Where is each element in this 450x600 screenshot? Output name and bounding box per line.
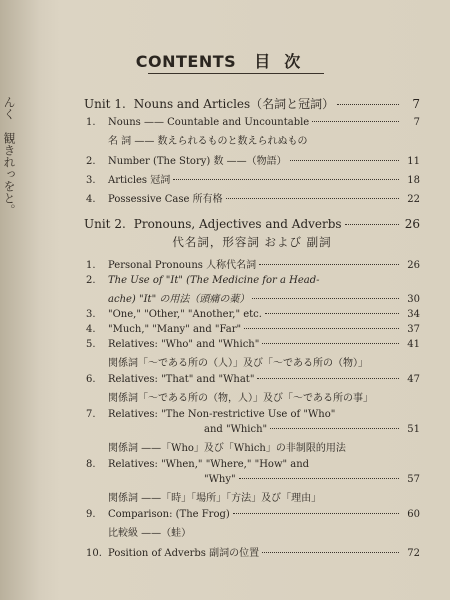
leader-dots [270, 428, 399, 429]
toc-entry [84, 324, 420, 335]
entry-number: 3. [86, 309, 96, 320]
entry-japanese-subtitle: 関係詞 ——「時」「場所」「方法」及び「理由」 [108, 493, 322, 504]
entry-text: "One," "Other," "Another," etc. [108, 309, 262, 320]
entry-text-continued: ache) "It" の用法（頭痛の薬） [108, 294, 250, 305]
leader-dots [244, 328, 399, 329]
entry-japanese-subtitle: 関係詞 ——「Who」及び「Which」の非制限的用法 [108, 443, 346, 454]
entry-page: 30 [407, 294, 420, 305]
toc-entry-continuation [84, 474, 420, 485]
entry-text: Nouns —— Countable and Uncountable [108, 117, 310, 128]
entry-text-continued: "Why" [204, 474, 236, 485]
entry-page: 72 [407, 548, 420, 559]
unit-2-heading [84, 217, 420, 231]
leader-dots [226, 198, 399, 199]
entry-number: 8. [86, 459, 96, 470]
entry-page: 26 [407, 260, 420, 271]
entry-japanese-subtitle: 関係詞「～である所の（人）」及び「～である所の（物）」 [108, 358, 368, 369]
table-of-contents [84, 91, 420, 563]
entry-page: 34 [407, 309, 420, 320]
entry-text: The Use of "It" (The Medicine for a Head- [108, 275, 320, 286]
leader-dots [262, 552, 399, 553]
entry-text: Personal Pronouns 人称代名詞 [108, 260, 257, 271]
toc-entry [84, 256, 420, 271]
entry-page: 37 [407, 324, 420, 335]
unit-2-title: Pronouns, Adjectives and Adverbs [133, 217, 342, 231]
leader-dots [345, 224, 399, 225]
toc-entry [84, 117, 420, 128]
unit-1-page: 7 [412, 97, 420, 111]
leader-dots [262, 343, 399, 344]
entry-page: 7 [413, 117, 420, 128]
leader-dots [173, 179, 399, 180]
entry-number: 4. [86, 194, 96, 205]
entry-page: 57 [407, 474, 420, 485]
entry-text: "Much," "Many" and "Far" [108, 324, 242, 335]
leader-dots [257, 378, 399, 379]
leader-dots [259, 264, 399, 265]
toc-entry-continuation [84, 424, 420, 435]
leader-dots [290, 160, 399, 161]
leader-dots [312, 121, 399, 122]
entry-text: Possessive Case 所有格 [108, 194, 223, 205]
unit-2-japanese-title: 代名詞，形容詞 および 副詞 [172, 235, 332, 249]
entry-page: 60 [407, 509, 420, 520]
entry-text-continued: and "Which" [204, 424, 268, 435]
entry-japanese-subtitle: 比較級 ——（蛙） [108, 528, 192, 539]
entry-text: Comparison: (The Frog) [108, 509, 230, 520]
unit-2-label: Unit 2. [84, 217, 126, 231]
toc-entry [84, 374, 420, 385]
toc-entry [84, 409, 420, 420]
entry-number: 1. [86, 117, 96, 128]
leader-dots [239, 478, 399, 479]
leader-dots [252, 298, 399, 299]
entry-japanese-subtitle: 名 詞 —— 数えられるものと数えられぬもの [108, 136, 308, 147]
toc-entry [84, 190, 420, 205]
entry-text: Position of Adverbs 副詞の位置 [108, 548, 260, 559]
toc-entry-continuation [84, 290, 420, 305]
entry-number: 2. [86, 156, 96, 167]
title-english: CONTENTS [135, 52, 237, 71]
toc-entry [84, 152, 420, 167]
leader-dots [337, 104, 399, 105]
unit-1-title: Nouns and Articles（名詞と冠詞） [133, 97, 335, 111]
entry-text: Articles 冠詞 [108, 175, 171, 186]
entry-page: 51 [407, 424, 420, 435]
entry-text: Relatives: "The Non-restrictive Use of "Who" [108, 409, 336, 420]
entry-text: Number (The Story) 数 ——（物語） [108, 156, 287, 167]
toc-entry [84, 309, 420, 320]
entry-japanese-subtitle: 関係詞「～である所の（物，人）」及び「～である所の事」 [108, 393, 373, 404]
entry-text: Relatives: "That" and "What" [108, 374, 255, 385]
title-underline [148, 73, 324, 74]
entry-number: 4. [86, 324, 96, 335]
entry-page: 47 [407, 374, 420, 385]
toc-entry [84, 459, 420, 470]
entry-page: 18 [407, 175, 420, 186]
entry-number: 10. [86, 548, 102, 559]
entry-number: 2. [86, 275, 96, 286]
leader-dots [265, 313, 399, 314]
unit-1-heading [84, 95, 420, 112]
toc-entry [84, 339, 420, 350]
unit-2-page: 26 [404, 217, 420, 231]
unit-1-label: Unit 1. [84, 97, 126, 111]
entry-text: Relatives: "When," "Where," "How" and [108, 459, 310, 470]
page-title [0, 49, 450, 72]
entry-number: 3. [86, 175, 96, 186]
toc-entry [84, 275, 420, 286]
entry-number: 7. [86, 409, 96, 420]
entry-text: Relatives: "Who" and "Which" [108, 339, 260, 350]
toc-entry [84, 509, 420, 520]
entry-number: 1. [86, 260, 96, 271]
leader-dots [233, 513, 399, 514]
entry-number: 9. [86, 509, 96, 520]
entry-page: 41 [407, 339, 420, 350]
toc-entry [84, 171, 420, 186]
entry-page: 11 [407, 156, 420, 167]
facing-page-margin-text: んく 観きれっをと。 [2, 96, 16, 216]
entry-page: 22 [407, 194, 420, 205]
entry-number: 5. [86, 339, 96, 350]
toc-entry [84, 544, 420, 559]
entry-number: 6. [86, 374, 96, 385]
title-japanese: 目次 [254, 52, 315, 71]
